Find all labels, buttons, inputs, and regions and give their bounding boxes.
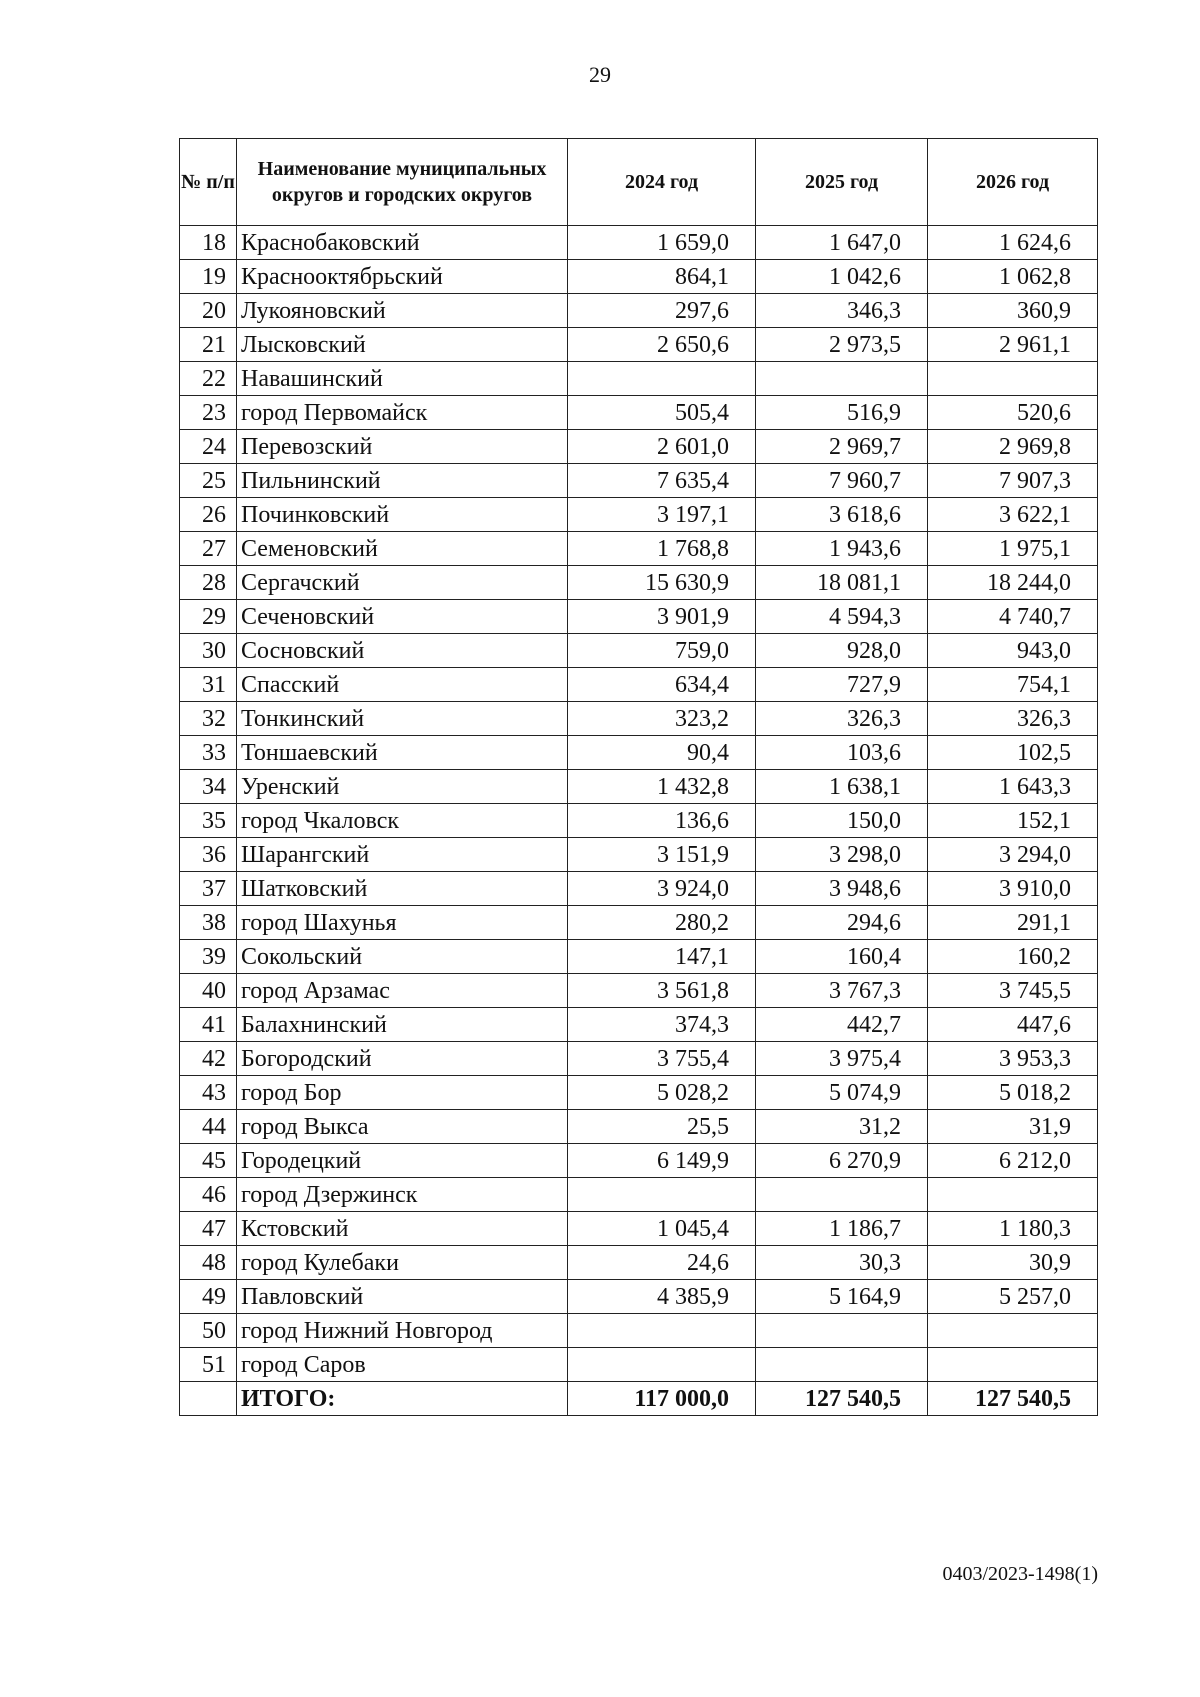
table-row (180, 1178, 1098, 1212)
row-name: Перевозский (237, 430, 568, 464)
value-2024: 2 601,0 (568, 430, 756, 464)
header-2024: 2024 год (568, 139, 756, 226)
document-code: 0403/2023-1498(1) (942, 1563, 1098, 1585)
value-2025: 516,9 (756, 396, 928, 430)
value-2026: 447,6 (928, 1008, 1098, 1042)
row-name: Тоншаевский (237, 736, 568, 770)
value-2026: 31,9 (928, 1110, 1098, 1144)
value-2024: 3 561,8 (568, 974, 756, 1008)
row-number: 49 (180, 1280, 237, 1314)
value-2025: 1 186,7 (756, 1212, 928, 1246)
row-number: 44 (180, 1110, 237, 1144)
row-number: 32 (180, 702, 237, 736)
table-row (180, 260, 1098, 294)
value-2024: 117 000,0 (568, 1382, 756, 1416)
value-2024: 323,2 (568, 702, 756, 736)
header-number: № п/п (180, 139, 237, 226)
row-number: 19 (180, 260, 237, 294)
value-2025: 5 074,9 (756, 1076, 928, 1110)
row-number: 20 (180, 294, 237, 328)
value-2025: 5 164,9 (756, 1280, 928, 1314)
value-2024: 1 432,8 (568, 770, 756, 804)
row-number: 51 (180, 1348, 237, 1382)
table-row (180, 396, 1098, 430)
row-number: 40 (180, 974, 237, 1008)
value-2026: 291,1 (928, 906, 1098, 940)
row-number: 34 (180, 770, 237, 804)
table-row (180, 1144, 1098, 1178)
table-row (180, 1246, 1098, 1280)
value-2025: 3 767,3 (756, 974, 928, 1008)
row-name: город Арзамас (237, 974, 568, 1008)
value-2025: 150,0 (756, 804, 928, 838)
table-row (180, 532, 1098, 566)
row-name: Сергачский (237, 566, 568, 600)
value-2025: 346,3 (756, 294, 928, 328)
row-number: 45 (180, 1144, 237, 1178)
row-name: Балахнинский (237, 1008, 568, 1042)
row-name: город Выкса (237, 1110, 568, 1144)
value-2025: 1 042,6 (756, 260, 928, 294)
table-row (180, 1280, 1098, 1314)
value-2024: 1 045,4 (568, 1212, 756, 1246)
value-2026: 4 740,7 (928, 600, 1098, 634)
value-2026: 3 622,1 (928, 498, 1098, 532)
row-number: 24 (180, 430, 237, 464)
table-row (180, 668, 1098, 702)
row-number: 23 (180, 396, 237, 430)
table-row (180, 1314, 1098, 1348)
value-2025: 326,3 (756, 702, 928, 736)
row-name: Уренский (237, 770, 568, 804)
total-row (180, 1382, 1098, 1416)
table-row (180, 1008, 1098, 1042)
value-2025: 1 638,1 (756, 770, 928, 804)
value-2025: 160,4 (756, 940, 928, 974)
value-2025: 727,9 (756, 668, 928, 702)
table-row (180, 294, 1098, 328)
value-2026: 1 180,3 (928, 1212, 1098, 1246)
row-number: 47 (180, 1212, 237, 1246)
value-2026: 360,9 (928, 294, 1098, 328)
value-2024: 7 635,4 (568, 464, 756, 498)
row-name: город Нижний Новгород (237, 1314, 568, 1348)
value-2026 (928, 1178, 1098, 1212)
value-2024 (568, 362, 756, 396)
row-number: 42 (180, 1042, 237, 1076)
table-row (180, 600, 1098, 634)
value-2024: 4 385,9 (568, 1280, 756, 1314)
row-number: 41 (180, 1008, 237, 1042)
header-name: Наименование муниципальных округов и городских округов (237, 139, 568, 226)
row-number: 37 (180, 872, 237, 906)
row-name: Богородский (237, 1042, 568, 1076)
row-name: Навашинский (237, 362, 568, 396)
row-name: Пильнинский (237, 464, 568, 498)
row-name: Лукояновский (237, 294, 568, 328)
row-number: 46 (180, 1178, 237, 1212)
value-2026 (928, 1314, 1098, 1348)
row-name: Семеновский (237, 532, 568, 566)
row-name: Павловский (237, 1280, 568, 1314)
table-row (180, 906, 1098, 940)
row-name: город Кулебаки (237, 1246, 568, 1280)
value-2024: 3 151,9 (568, 838, 756, 872)
value-2026: 160,2 (928, 940, 1098, 974)
value-2026: 6 212,0 (928, 1144, 1098, 1178)
row-name: Сеченовский (237, 600, 568, 634)
row-number: 25 (180, 464, 237, 498)
value-2025: 3 948,6 (756, 872, 928, 906)
value-2025: 442,7 (756, 1008, 928, 1042)
table-row (180, 362, 1098, 396)
value-2024: 136,6 (568, 804, 756, 838)
value-2026: 1 062,8 (928, 260, 1098, 294)
value-2025: 18 081,1 (756, 566, 928, 600)
value-2026: 1 975,1 (928, 532, 1098, 566)
value-2026: 3 953,3 (928, 1042, 1098, 1076)
row-name: Городецкий (237, 1144, 568, 1178)
value-2026: 127 540,5 (928, 1382, 1098, 1416)
value-2025: 2 973,5 (756, 328, 928, 362)
value-2026: 102,5 (928, 736, 1098, 770)
row-number: 43 (180, 1076, 237, 1110)
value-2026: 152,1 (928, 804, 1098, 838)
table-row (180, 1042, 1098, 1076)
row-name: город Шахунья (237, 906, 568, 940)
value-2025 (756, 1178, 928, 1212)
value-2024: 2 650,6 (568, 328, 756, 362)
value-2025 (756, 1314, 928, 1348)
row-number: 22 (180, 362, 237, 396)
row-number: 35 (180, 804, 237, 838)
value-2024: 3 197,1 (568, 498, 756, 532)
value-2025: 7 960,7 (756, 464, 928, 498)
row-number: 48 (180, 1246, 237, 1280)
table-row (180, 634, 1098, 668)
value-2025: 3 298,0 (756, 838, 928, 872)
row-number: 18 (180, 226, 237, 260)
value-2026: 3 745,5 (928, 974, 1098, 1008)
value-2024 (568, 1178, 756, 1212)
value-2025: 6 270,9 (756, 1144, 928, 1178)
value-2026: 3 294,0 (928, 838, 1098, 872)
row-number: 21 (180, 328, 237, 362)
value-2024: 3 924,0 (568, 872, 756, 906)
value-2026: 18 244,0 (928, 566, 1098, 600)
table-row (180, 940, 1098, 974)
table-body (180, 226, 1098, 1416)
value-2026: 5 018,2 (928, 1076, 1098, 1110)
table-row (180, 804, 1098, 838)
row-name: город Чкаловск (237, 804, 568, 838)
value-2025 (756, 1348, 928, 1382)
table-row (180, 770, 1098, 804)
table-row (180, 226, 1098, 260)
value-2026: 943,0 (928, 634, 1098, 668)
row-number: 36 (180, 838, 237, 872)
value-2025: 1 943,6 (756, 532, 928, 566)
page-number: 29 (589, 62, 611, 87)
row-name: город Бор (237, 1076, 568, 1110)
row-name: Сокольский (237, 940, 568, 974)
row-name: город Первомайск (237, 396, 568, 430)
value-2025: 30,3 (756, 1246, 928, 1280)
row-number: 27 (180, 532, 237, 566)
value-2024: 5 028,2 (568, 1076, 756, 1110)
table-row (180, 838, 1098, 872)
table-row (180, 872, 1098, 906)
value-2026: 30,9 (928, 1246, 1098, 1280)
value-2024 (568, 1348, 756, 1382)
row-name: Починковский (237, 498, 568, 532)
value-2024: 15 630,9 (568, 566, 756, 600)
row-name: Краснооктябрьский (237, 260, 568, 294)
row-name: Шарангский (237, 838, 568, 872)
value-2025: 2 969,7 (756, 430, 928, 464)
header-2026: 2026 год (928, 139, 1098, 226)
value-2024: 374,3 (568, 1008, 756, 1042)
value-2026: 754,1 (928, 668, 1098, 702)
table-row (180, 736, 1098, 770)
value-2024: 25,5 (568, 1110, 756, 1144)
value-2024: 297,6 (568, 294, 756, 328)
row-number: 50 (180, 1314, 237, 1348)
value-2024: 1 659,0 (568, 226, 756, 260)
value-2026 (928, 362, 1098, 396)
value-2024: 3 901,9 (568, 600, 756, 634)
value-2025: 4 594,3 (756, 600, 928, 634)
row-number: 26 (180, 498, 237, 532)
row-name: Тонкинский (237, 702, 568, 736)
value-2024: 280,2 (568, 906, 756, 940)
table-row (180, 498, 1098, 532)
table-row (180, 328, 1098, 362)
value-2025: 3 975,4 (756, 1042, 928, 1076)
value-2025: 928,0 (756, 634, 928, 668)
value-2025: 127 540,5 (756, 1382, 928, 1416)
row-number (180, 1382, 237, 1416)
row-name: Краснобаковский (237, 226, 568, 260)
value-2024: 24,6 (568, 1246, 756, 1280)
table-header (180, 139, 1098, 226)
value-2024: 90,4 (568, 736, 756, 770)
row-name: город Дзержинск (237, 1178, 568, 1212)
value-2025: 103,6 (756, 736, 928, 770)
value-2024: 505,4 (568, 396, 756, 430)
row-number: 31 (180, 668, 237, 702)
header-2025: 2025 год (756, 139, 928, 226)
value-2026: 1 643,3 (928, 770, 1098, 804)
value-2024: 3 755,4 (568, 1042, 756, 1076)
row-name: Шатковский (237, 872, 568, 906)
value-2024: 147,1 (568, 940, 756, 974)
value-2026: 7 907,3 (928, 464, 1098, 498)
row-number: 30 (180, 634, 237, 668)
table-row (180, 702, 1098, 736)
table-row (180, 430, 1098, 464)
value-2024: 634,4 (568, 668, 756, 702)
value-2026: 520,6 (928, 396, 1098, 430)
value-2024 (568, 1314, 756, 1348)
value-2026: 1 624,6 (928, 226, 1098, 260)
value-2024: 6 149,9 (568, 1144, 756, 1178)
value-2026: 3 910,0 (928, 872, 1098, 906)
value-2024: 1 768,8 (568, 532, 756, 566)
value-2026 (928, 1348, 1098, 1382)
row-name: город Саров (237, 1348, 568, 1382)
row-number: 38 (180, 906, 237, 940)
row-name: Лысковский (237, 328, 568, 362)
row-number: 39 (180, 940, 237, 974)
table-row (180, 1212, 1098, 1246)
value-2026: 326,3 (928, 702, 1098, 736)
table-row (180, 974, 1098, 1008)
row-number: 33 (180, 736, 237, 770)
row-name: ИТОГО: (237, 1382, 568, 1416)
value-2024: 759,0 (568, 634, 756, 668)
row-number: 28 (180, 566, 237, 600)
row-name: Спасский (237, 668, 568, 702)
value-2025: 1 647,0 (756, 226, 928, 260)
value-2025 (756, 362, 928, 396)
value-2026: 2 961,1 (928, 328, 1098, 362)
row-number: 29 (180, 600, 237, 634)
value-2026: 5 257,0 (928, 1280, 1098, 1314)
value-2025: 31,2 (756, 1110, 928, 1144)
table-row (180, 1110, 1098, 1144)
table-row (180, 566, 1098, 600)
row-name: Кстовский (237, 1212, 568, 1246)
table-row (180, 1076, 1098, 1110)
value-2025: 294,6 (756, 906, 928, 940)
row-name: Сосновский (237, 634, 568, 668)
value-2025: 3 618,6 (756, 498, 928, 532)
table-row (180, 1348, 1098, 1382)
table-row (180, 464, 1098, 498)
allocation-table (179, 138, 1098, 1416)
value-2024: 864,1 (568, 260, 756, 294)
value-2026: 2 969,8 (928, 430, 1098, 464)
